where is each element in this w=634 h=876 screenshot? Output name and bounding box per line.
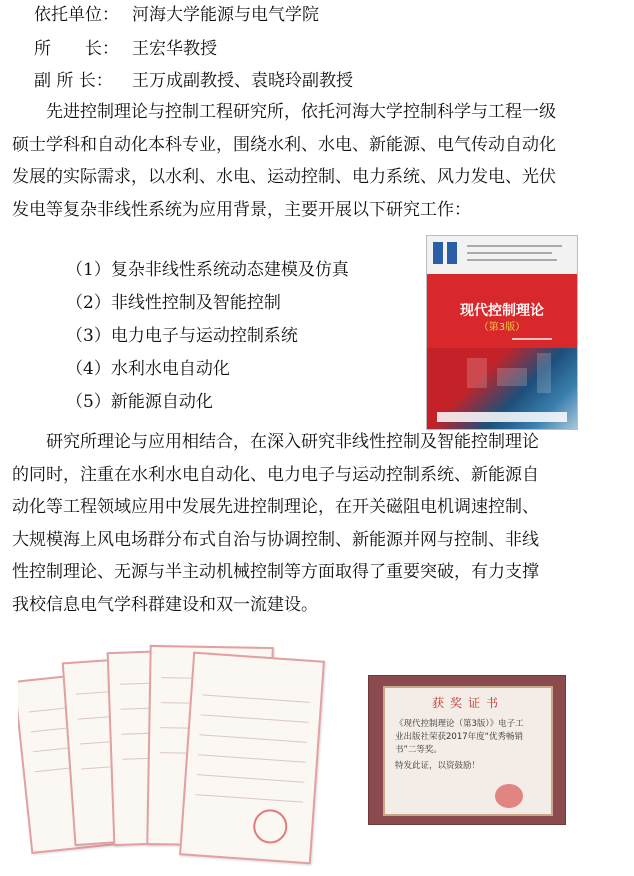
summary-line: 动化等工程领域应用中发展先进控制理论，在开关磁阻电机调速控制、 [12, 497, 539, 517]
research-item: （1）复杂非线性系统动态建模及仿真 [66, 260, 349, 280]
research-list [66, 254, 349, 419]
info-director [34, 38, 217, 60]
summary-line: 性控制理论、无源与半主动机械控制等方面取得了重要突破，有力支撑 [12, 562, 539, 582]
book-author-line [512, 338, 552, 340]
summary-line: 研究所理论与应用相结合，在深入研究非线性控制及智能控制理论 [12, 432, 539, 452]
intro-line: 硕士学科和自动化本科专业，围绕水利、水电、新能源、电气传动自动化 [12, 134, 556, 155]
book-publisher-strip [437, 412, 567, 422]
research-item: （5）新能源自动化 [66, 392, 213, 412]
award-certificate-photo [368, 675, 566, 825]
book-cover-image [426, 235, 578, 430]
book-title: 现代控制理论 [460, 303, 544, 319]
info-value: 王宏华教授 [132, 39, 217, 59]
book-series-line [467, 252, 552, 254]
info-value: 王万成副教授、袁晓玲副教授 [132, 71, 353, 91]
certificate-sheet-front [179, 652, 325, 865]
cover-block [467, 358, 487, 388]
info-affiliation [34, 4, 319, 26]
book-badge-icon [447, 242, 457, 264]
award-text-line: 业出版社荣获2017年度“优秀畅销 [395, 732, 524, 742]
award-text-line: 特发此证，以资鼓励！ [395, 761, 481, 771]
intro-paragraph [12, 96, 624, 226]
research-item: （3）电力电子与运动控制系统 [66, 326, 298, 346]
intro-line: 发展的实际需求，以水利、水电、运动控制、电力系统、风力发电、光伏 [12, 167, 556, 187]
summary-line: 大规模海上风电场群分布式自治与协调控制、新能源并网与控制、非线 [12, 529, 539, 550]
info-value: 河海大学能源与电气学院 [132, 5, 319, 25]
info-deputy-director [34, 70, 353, 92]
book-series-line [467, 259, 557, 261]
book-edition: （第3版） [478, 322, 526, 333]
research-item: （4）水利水电自动化 [66, 359, 230, 379]
summary-paragraph [12, 426, 624, 621]
award-text-line: 书”二等奖。 [395, 745, 442, 755]
cover-block [497, 368, 527, 386]
intro-line: 先进控制理论与控制工程研究所，依托河海大学控制科学与工程一级 [12, 102, 556, 122]
intro-line: 发电等复杂非线性系统为应用背景，主要开展以下研究工作： [12, 199, 471, 220]
patent-certificates-photo [18, 640, 336, 868]
info-label: 所 长： [34, 39, 119, 59]
award-heading: 获奖证书 [431, 696, 504, 710]
cover-block [537, 353, 551, 393]
info-label: 副 所 长： [34, 71, 113, 91]
book-badge-icon [433, 242, 443, 264]
award-certificate-paper [383, 686, 553, 816]
book-series-line [467, 245, 562, 247]
certificate-seal-icon [252, 808, 288, 844]
award-text-line: 《现代控制理论（第3版）》电子工 [395, 719, 524, 729]
summary-line: 的同时，注重在水利水电自动化、电力电子与运动控制系统、新能源自 [12, 464, 539, 485]
summary-line: 我校信息电气学科群建设和双一流建设。 [12, 594, 318, 615]
award-seal-icon [495, 784, 523, 808]
info-label: 依托单位： [34, 5, 119, 25]
research-item: （2）非线性控制及智能控制 [66, 293, 281, 313]
